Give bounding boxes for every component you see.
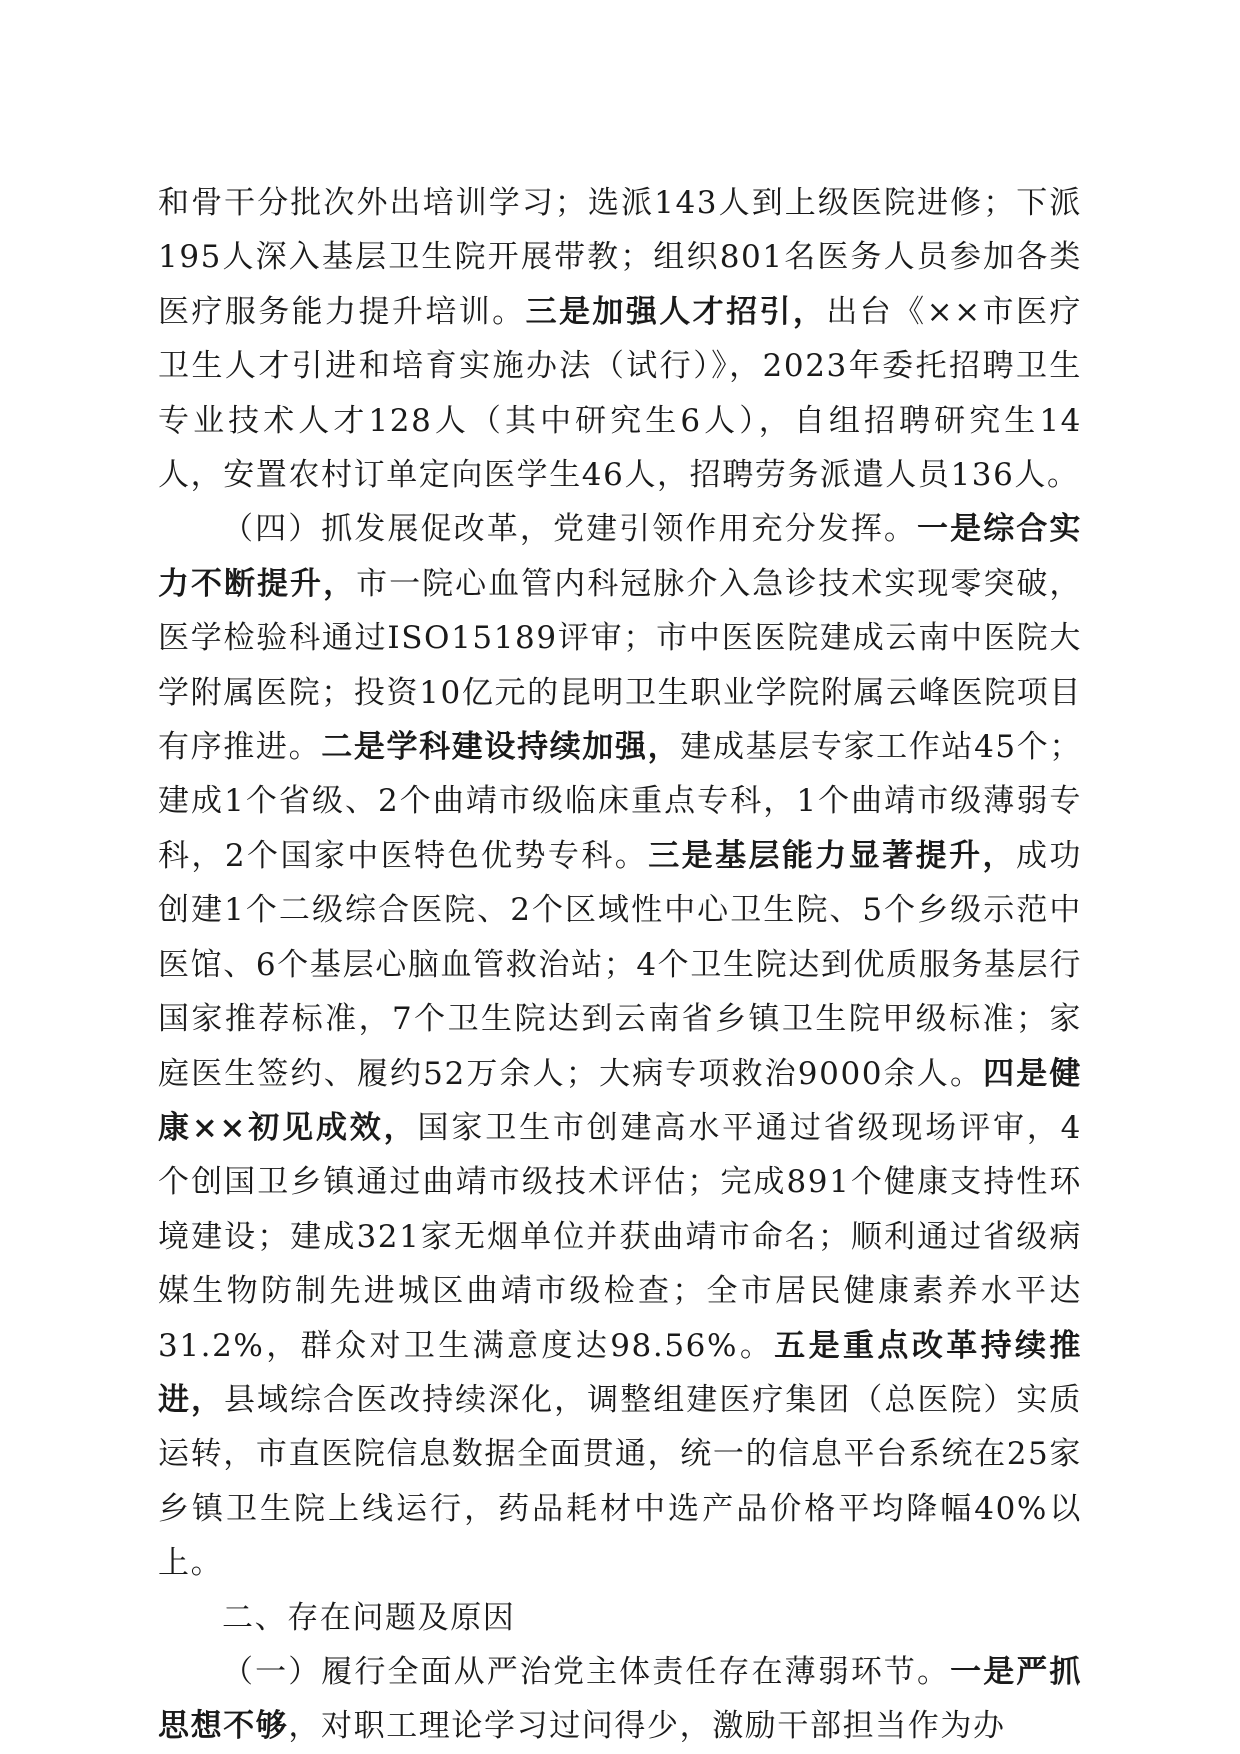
paragraph-problems bbox=[158, 1645, 1082, 1754]
text-run: ，对职工理论学习过问得少，激励干部担当作为办 bbox=[288, 1708, 1006, 1745]
paragraph-talent-training bbox=[158, 176, 1082, 502]
text-run: 建成基层专家工作站45个；建成1个省级、2个曲靖市级临床重点专科，1个曲靖市级薄弱专科，2个国家中医特色优势专科。 bbox=[158, 729, 1083, 874]
text-run: 和骨干分批次外出培训学习；选派143人到上级医院进修；下派195人深入基层卫生院开展带教；组织801名医务人员参加各类医疗服务能力提升培训。 bbox=[158, 185, 1082, 330]
bold-run: 一是严抓思想不够 bbox=[158, 1653, 1082, 1745]
document-page bbox=[158, 176, 1082, 1754]
bold-run: 一是综合实力不断提升， bbox=[158, 511, 1082, 602]
section-heading: 二、存在问题及原因 bbox=[222, 1599, 516, 1636]
text-run: 出台《××市医疗卫生人才引进和培育实施办法（试行）》，2023年委托招聘卫生专业技术人才128人（其中研究生6人），自组招聘研究生14人，安置农村订单定向医学生46人，招聘劳务派遣人员136人。 bbox=[158, 293, 1082, 494]
bold-run: 二是学科建设持续加强， bbox=[321, 729, 681, 766]
text-run: （一）履行全面从严治党主体责任存在薄弱环节。 bbox=[222, 1653, 951, 1690]
bold-run: 五是重点改革持续推进， bbox=[158, 1327, 1082, 1418]
bold-run: 四是健康××初见成效， bbox=[158, 1055, 1082, 1146]
bold-run: 三是加强人才招引， bbox=[525, 293, 827, 330]
text-run: 市一院心血管内科冠脉介入急诊技术实现零突破，医学检验科通过ISO15189评审；市中医医院建成云南中医院大学附属医院；投资10亿元的昆明卫生职业学院附属云峰医院项目有序推进。 bbox=[158, 565, 1082, 766]
text-run: 国家卫生市创建高水平通过省级现场评审，4个创国卫乡镇通过曲靖市级技术评估；完成891个健康支持性环境建设；建成321家无烟单位并获曲靖市命名；顺利通过省级病媒生物防制先进城区曲靖市级检查；全市居民健康素养水平达31.2%，群众对卫生满意度达98.56%。 bbox=[158, 1109, 1082, 1364]
bold-run: 三是基层能力显著提升， bbox=[648, 837, 1016, 874]
paragraph-reform-development bbox=[158, 502, 1082, 1590]
text-run: （四）抓发展促改革，党建引领作用充分发挥。 bbox=[222, 511, 918, 548]
text-run: 成功创建1个二级综合医院、2个区域性中心卫生院、5个乡级示范中医馆、6个基层心脑血管救治站；4个卫生院达到优质服务基层行国家推荐标准，7个卫生院达到云南省乡镇卫生院甲级标准；家庭医生签约、履约52万余人；大病专项救治9000余人。 bbox=[158, 837, 1082, 1092]
text-run: 县域综合医改持续深化，调整组建医疗集团（总医院）实质运转，市直医院信息数据全面贯通，统一的信息平台系统在25家乡镇卫生院上线运行，药品耗材中选产品价格平均降幅40%以上。 bbox=[158, 1381, 1082, 1582]
